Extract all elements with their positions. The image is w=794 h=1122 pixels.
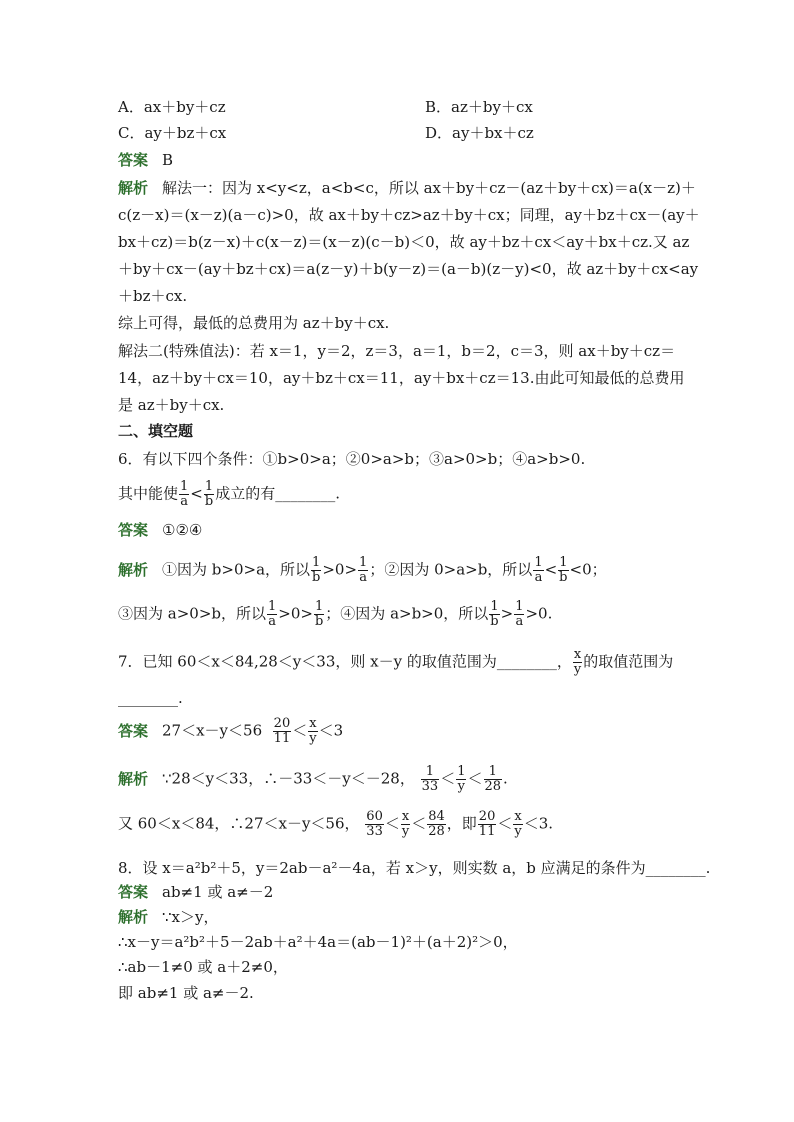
answer-label: 答案 bbox=[118, 521, 149, 539]
fraction-1-over-b: $\frac{1}{b}$ bbox=[204, 479, 214, 509]
q5-analysis-line-7: 解法二(特殊值法)：若 x＝1，y＝2，z＝3，a＝1，b＝2，c＝3，则 ax＋by＋cz＝ bbox=[118, 342, 676, 360]
q5-analysis-line-1: 解析 解法一：因为 x<y<z，a<b<c，所以 ax＋by＋cz－(az＋by＋cx)＝a(x－z)＋ bbox=[118, 179, 696, 197]
q7-answer: 答案 27＜x－y＜56 $\frac{20}{11}$ ＜ $\frac{x}{y}$ ＜3 bbox=[118, 716, 344, 746]
q5-analysis-line-3: bx＋cz)＝b(z－x)＋c(x－z)＝(x－z)(c－b)＜0，故 ay＋bz＋cx＜ay＋bx＋cz.又 az bbox=[118, 233, 690, 251]
q5-analysis-line-9: 是 az＋by＋cx. bbox=[118, 396, 225, 414]
q5-analysis-line-5: ＋bz＋cx. bbox=[118, 287, 188, 305]
q6-analysis-line-1: 解析 ①因为 b>0>a，所以 $\frac{1}{b}$ >0> $\frac{1}{a}$ ；②因为 0>a>b，所以 $\frac{1}{a}$ < $\frac{1}{b}$ <0； bbox=[118, 555, 607, 585]
q7-analysis-line-1: 解析 ∵28＜y＜33，∴－33＜－y＜－28， $\frac{1}{33}$ ＜ $\frac{1}{y}$ ＜ $\frac{1}{28}$ . bbox=[118, 764, 508, 794]
q6-ask: 其中能使 $\frac{1}{a}$ < $\frac{1}{b}$ 成立的有________. bbox=[118, 479, 340, 509]
section-title: 二、填空题 bbox=[118, 422, 194, 440]
q5-analysis-line-8: 14，az＋by＋cx＝10，ay＋bz＋cx＝11，ay＋bx＋cz＝13.由此可知最低的总费用 bbox=[118, 369, 685, 387]
q5-analysis-line-2: c(z－x)＝(x－z)(a－c)>0，故 ax＋by＋cz>az＋by＋cx；同理，ay＋bz＋cx－(ay＋ bbox=[118, 206, 700, 224]
q8-analysis-line-1: 解析 ∵x＞y， bbox=[118, 908, 219, 926]
q8-analysis-line-2: ∴x－y＝a²b²＋5－2ab＋a²＋4a＝(ab－1)²＋(a＋2)²＞0， bbox=[118, 933, 518, 951]
q8-analysis-line-4: 即 ab≠1 或 a≠－2. bbox=[118, 984, 254, 1002]
analysis-label: 解析 bbox=[118, 908, 149, 926]
fraction-x-over-y: $\frac{x}{y}$ bbox=[573, 647, 582, 677]
q5-option-d: D．ay＋bx＋cz bbox=[425, 124, 534, 142]
answer-label: 答案 bbox=[118, 151, 149, 169]
q8-answer: 答案 ab≠1 或 a≠－2 bbox=[118, 883, 274, 901]
analysis-label: 解析 bbox=[118, 179, 149, 197]
analysis-label: 解析 bbox=[118, 769, 149, 788]
q5-analysis-line-4: ＋by＋cx－(ay＋bz＋cx)＝a(z－y)＋b(y－z)＝(a－b)(z－y)<0，故 az＋by＋cx<ay bbox=[118, 260, 699, 278]
q6-answer: 答案 ①②④ bbox=[118, 521, 203, 539]
analysis-label: 解析 bbox=[118, 560, 149, 579]
answer-label: 答案 bbox=[118, 721, 149, 740]
fraction-1-over-a: $\frac{1}{a}$ bbox=[180, 479, 189, 509]
q8-analysis-line-3: ∴ab－1≠0 或 a＋2≠0， bbox=[118, 958, 288, 976]
q8-stem: 8．设 x＝a²b²＋5，y＝2ab－a²－4a，若 x＞y，则实数 a，b 应满足的条件为________. bbox=[118, 859, 711, 877]
q5-answer bbox=[118, 149, 690, 171]
answer-label: 答案 bbox=[118, 883, 149, 901]
q5-option-b: B．az＋by＋cx bbox=[425, 98, 533, 116]
q5-option-a: A．ax＋by＋cz bbox=[118, 98, 226, 116]
q6-analysis-line-2: ③因为 a>0>b，所以 $\frac{1}{a}$ >0> $\frac{1}{b}$ ；④因为 a>b>0，所以 $\frac{1}{b}$ > $\frac{1}{a}$ >0. bbox=[118, 599, 553, 629]
q5-answer-value: B bbox=[162, 151, 174, 169]
q7-blank: ________. bbox=[118, 689, 183, 707]
q5-option-c: C．ay＋bz＋cx bbox=[118, 124, 227, 142]
q6-stem: 6．有以下四个条件：①b>0>a；②0>a>b；③a>0>b；④a>b>0. bbox=[118, 450, 586, 468]
q7-analysis-line-2: 又 60＜x＜84，∴27＜x－y＜56， $\frac{60}{33}$ ＜ $\frac{x}{y}$ ＜ $\frac{84}{28}$ ，即 $\frac{20}{11}$ ＜ $\frac{x}{y}$ ＜3. bbox=[118, 809, 554, 839]
q5-analysis-line-6: 综上可得，最低的总费用为 az＋by＋cx. bbox=[118, 314, 390, 332]
q7-stem: 7．已知 60＜x＜84,28＜y＜33，则 x－y 的取值范围为________， $\frac{x}{y}$ 的取值范围为 bbox=[118, 647, 674, 677]
